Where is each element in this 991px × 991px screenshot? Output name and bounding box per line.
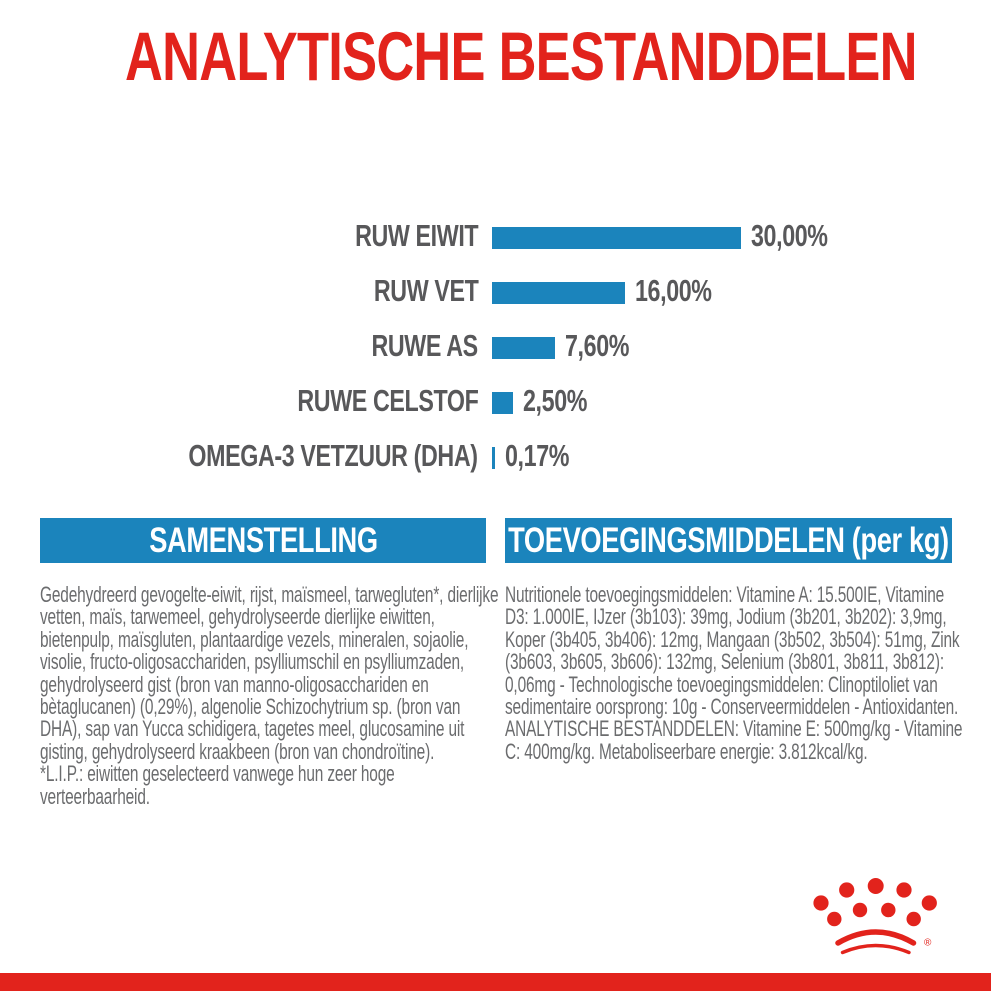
chart-row — [0, 218, 991, 253]
chart-category-label — [0, 438, 478, 473]
samenstelling-footnote: *L.I.P.: eiwitten geselecteerd vanwege hun zeer hoge verteerbaarheid. — [40, 761, 395, 809]
chart-category-label — [0, 273, 478, 308]
chart-bar — [492, 447, 495, 469]
royal-canin-crown-logo — [805, 875, 965, 970]
chart-row — [0, 383, 991, 418]
chart-value-label-text: 16,00% — [634, 273, 712, 308]
chart-value-label — [504, 438, 590, 473]
page-title-text: ANALYTISCHE BESTANDDELEN — [125, 18, 917, 95]
crown-dots — [813, 878, 937, 926]
page-title — [0, 18, 991, 95]
toevoegingsmiddelen-header-text: TOEVOEGINGSMIDDELEN (per kg) — [508, 520, 949, 560]
chart-row — [0, 438, 991, 473]
chart-value-label — [522, 383, 608, 418]
chart-value-label-text: 0,17% — [504, 438, 569, 473]
chart-bar — [492, 392, 513, 414]
registered-trademark-icon: ® — [924, 937, 932, 949]
chart-category-label-text: RUWE CELSTOF — [296, 383, 478, 418]
chart-value-label — [634, 273, 737, 308]
chart-category-label-text: RUW VET — [373, 273, 478, 308]
toevoegingsmiddelen-body-text: Nutritionele toevoegingsmiddelen: Vitamine A: 15.500IE, Vitamine D3: 1.000IE, IJzer (3b103): 39mg, Jodium (3b201, 3b202): 3,9mg, Koper (3b405, 3b406): 12mg, Mangaan (3b502, 3b504): 51mg, Zink (3b603, 3b605, 3b606): 132mg, Selenium (3b801, 3b811, 3b812): 0,06mg - Technologische toevoegingsmiddelen: Clinoptiloliet van sedimentaire oorsprong: 10g - Conserveermiddelen - Antioxidanten. ANALYTISCHE BESTANDDELEN: Vitamine E: 500mg/kg - Vitamine C: 400mg/kg. Metaboliseerbare energie: 3.812kcal/kg. — [505, 582, 963, 764]
chart-value-label-text: 30,00% — [751, 218, 828, 253]
chart-bar — [492, 282, 625, 304]
chart-row — [0, 328, 991, 363]
chart-category-label-text: RUWE AS — [371, 328, 478, 363]
chart-value-label-text: 7,60% — [565, 328, 630, 363]
chart-value-label — [751, 218, 853, 253]
bar-chart — [0, 218, 991, 502]
crown-arcs — [838, 932, 914, 953]
chart-category-label — [0, 328, 478, 363]
chart-category-label-text: OMEGA-3 VETZUUR (DHA) — [188, 438, 478, 473]
chart-row — [0, 273, 991, 308]
chart-category-label-text: RUW EIWIT — [354, 218, 478, 253]
samenstelling-header-text: SAMENSTELLING — [148, 520, 378, 560]
toevoegingsmiddelen-header — [505, 518, 952, 563]
chart-value-label-text: 2,50% — [522, 383, 587, 418]
chart-category-label — [0, 218, 478, 253]
bottom-red-bar — [0, 973, 991, 991]
section-samenstelling — [40, 518, 499, 809]
section-toevoegingsmiddelen — [505, 518, 963, 764]
samenstelling-body-text: Gedehydreerd gevogelte-eiwit, rijst, maïsmeel, tarwegluten*, dierlijke vetten, maïs, tarwemeel, gehydrolyseerde dierlijke eiwitten, bietenpulp, maïsgluten, plantaardige vezels, mineralen, sojaolie, visolie, fructo-oligosacchariden, psylliumschil en psylliumzaden, gehydrolyseerd gist (bron van manno-oligosacchariden en bètaglucanen) (0,29%), algenolie Schizochytrium sp. (bron van DHA), sap van Yucca schidigera, tagetes meel, glucosamine uit gisting, gehydrolyseerd kraakbeen (bron van chondroïtine). — [40, 582, 499, 764]
samenstelling-header — [40, 518, 486, 563]
chart-category-label — [0, 383, 478, 418]
chart-value-label — [565, 328, 650, 363]
chart-bar — [492, 227, 741, 249]
chart-bar — [492, 337, 555, 359]
